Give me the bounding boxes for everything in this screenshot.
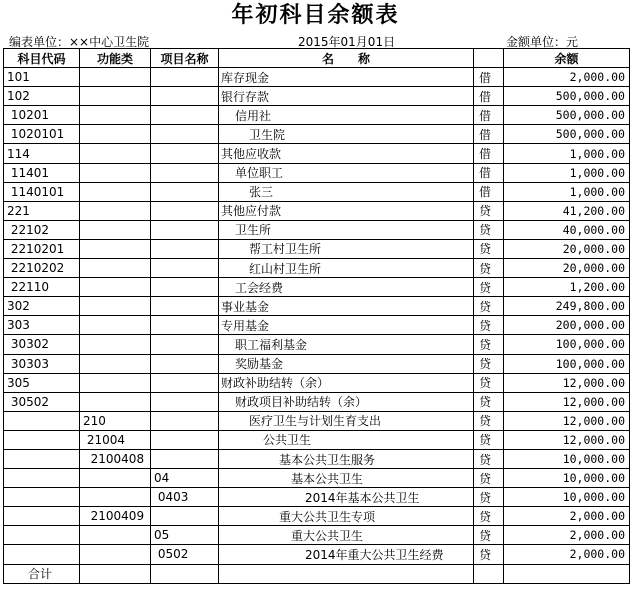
project-name xyxy=(151,68,219,87)
function-class xyxy=(80,469,151,488)
function-class xyxy=(80,182,151,201)
account-code: 102 xyxy=(4,87,80,106)
balance-amount: 2,000.00 xyxy=(504,68,630,87)
project-name xyxy=(151,297,219,316)
table-header-row xyxy=(4,49,630,68)
account-code: 11401 xyxy=(4,163,80,182)
balance-amount: 100,000.00 xyxy=(504,354,630,373)
balance-direction: 贷 xyxy=(474,278,504,297)
balance-amount: 1,000.00 xyxy=(504,144,630,163)
account-name: 奖励基金 xyxy=(219,354,474,373)
project-name xyxy=(151,449,219,468)
project-name xyxy=(151,278,219,297)
project-name xyxy=(151,220,219,239)
table-row xyxy=(4,354,630,373)
account-code: 303 xyxy=(4,316,80,335)
project-name xyxy=(151,144,219,163)
table-row xyxy=(4,526,630,545)
balance-amount: 41,200.00 xyxy=(504,201,630,220)
account-code: 1020101 xyxy=(4,125,80,144)
project-name xyxy=(151,87,219,106)
total-cell xyxy=(219,564,474,583)
account-name: 医疗卫生与计划生育支出 xyxy=(219,411,474,430)
total-cell xyxy=(80,564,151,583)
balance-direction: 借 xyxy=(474,144,504,163)
balance-direction: 贷 xyxy=(474,411,504,430)
balance-direction: 贷 xyxy=(474,354,504,373)
account-code: 30502 xyxy=(4,392,80,411)
project-name xyxy=(151,392,219,411)
balance-direction: 贷 xyxy=(474,526,504,545)
table-row xyxy=(4,488,630,507)
account-name: 基本公共卫生 xyxy=(219,469,474,488)
function-class xyxy=(80,163,151,182)
project-name: 04 xyxy=(151,469,219,488)
balance-direction: 借 xyxy=(474,106,504,125)
function-class xyxy=(80,87,151,106)
account-code: 101 xyxy=(4,68,80,87)
account-code: 30302 xyxy=(4,335,80,354)
account-name: 银行存款 xyxy=(219,87,474,106)
function-class xyxy=(80,278,151,297)
account-name: 事业基金 xyxy=(219,297,474,316)
balance-direction: 借 xyxy=(474,87,504,106)
balance-amount: 10,000.00 xyxy=(504,488,630,507)
account-name: 红山村卫生所 xyxy=(219,259,474,278)
balance-direction: 贷 xyxy=(474,239,504,258)
header-name: 名 称 xyxy=(219,49,474,68)
table-row xyxy=(4,259,630,278)
account-name: 基本公共卫生服务 xyxy=(219,449,474,468)
project-name xyxy=(151,239,219,258)
balance-direction: 贷 xyxy=(474,545,504,564)
project-name xyxy=(151,201,219,220)
project-name xyxy=(151,373,219,392)
function-class xyxy=(80,239,151,258)
balance-amount: 40,000.00 xyxy=(504,220,630,239)
header-code: 科目代码 xyxy=(4,49,80,68)
function-class xyxy=(80,335,151,354)
function-class xyxy=(80,526,151,545)
balance-amount: 10,000.00 xyxy=(504,449,630,468)
balance-direction: 贷 xyxy=(474,488,504,507)
account-code xyxy=(4,507,80,526)
balance-direction: 贷 xyxy=(474,259,504,278)
table-row xyxy=(4,144,630,163)
account-name: 帮工村卫生所 xyxy=(219,239,474,258)
account-code: 1140101 xyxy=(4,182,80,201)
account-name: 重大公共卫生 xyxy=(219,526,474,545)
account-code xyxy=(4,430,80,449)
balance-amount: 2,000.00 xyxy=(504,526,630,545)
function-class: 2100409 xyxy=(80,507,151,526)
total-row xyxy=(4,564,630,583)
table-row xyxy=(4,106,630,125)
project-name xyxy=(151,430,219,449)
function-class: 21004 xyxy=(80,430,151,449)
table-row xyxy=(4,507,630,526)
function-class xyxy=(80,488,151,507)
reporting-unit: 编表单位：××中心卫生院 xyxy=(9,35,150,49)
function-class xyxy=(80,68,151,87)
table-row xyxy=(4,182,630,201)
balance-amount: 20,000.00 xyxy=(504,259,630,278)
function-class xyxy=(80,545,151,564)
project-name xyxy=(151,354,219,373)
table-row xyxy=(4,278,630,297)
project-name xyxy=(151,163,219,182)
header-function: 功能类 xyxy=(80,49,151,68)
balance-direction: 贷 xyxy=(474,392,504,411)
money-unit: 金额单位：元 xyxy=(506,35,579,49)
balance-direction: 借 xyxy=(474,68,504,87)
table-row xyxy=(4,449,630,468)
account-code xyxy=(4,488,80,507)
function-class xyxy=(80,201,151,220)
account-name: 库存现金 xyxy=(219,68,474,87)
project-name xyxy=(151,182,219,201)
table-row xyxy=(4,239,630,258)
total-label: 合计 xyxy=(4,564,80,583)
balance-direction: 贷 xyxy=(474,335,504,354)
project-name: 0502 xyxy=(151,545,219,564)
account-name: 信用社 xyxy=(219,106,474,125)
balance-amount: 500,000.00 xyxy=(504,125,630,144)
account-code xyxy=(4,526,80,545)
account-code: 302 xyxy=(4,297,80,316)
function-class: 2100408 xyxy=(80,449,151,468)
balance-direction: 贷 xyxy=(474,297,504,316)
account-name: 2014年重大公共卫生经费 xyxy=(219,545,474,564)
account-name: 公共卫生 xyxy=(219,430,474,449)
balance-amount: 500,000.00 xyxy=(504,106,630,125)
project-name: 05 xyxy=(151,526,219,545)
balance-amount: 500,000.00 xyxy=(504,87,630,106)
function-class xyxy=(80,125,151,144)
balance-direction: 借 xyxy=(474,182,504,201)
project-name xyxy=(151,316,219,335)
balance-direction: 贷 xyxy=(474,220,504,239)
account-code: 22110 xyxy=(4,278,80,297)
table-row xyxy=(4,201,630,220)
balance-amount: 12,000.00 xyxy=(504,392,630,411)
account-name: 职工福利基金 xyxy=(219,335,474,354)
account-code: 305 xyxy=(4,373,80,392)
balance-direction: 借 xyxy=(474,163,504,182)
account-code: 2210202 xyxy=(4,259,80,278)
balance-amount: 1,000.00 xyxy=(504,182,630,201)
balance-direction: 贷 xyxy=(474,201,504,220)
balance-amount: 20,000.00 xyxy=(504,239,630,258)
account-code: 221 xyxy=(4,201,80,220)
project-name xyxy=(151,335,219,354)
account-name: 卫生院 xyxy=(219,125,474,144)
function-class xyxy=(80,297,151,316)
table-row xyxy=(4,87,630,106)
table-row xyxy=(4,316,630,335)
balance-amount: 100,000.00 xyxy=(504,335,630,354)
report-meta xyxy=(0,31,631,48)
balance-amount: 1,000.00 xyxy=(504,163,630,182)
account-name: 财政项目补助结转（余） xyxy=(219,392,474,411)
table-row xyxy=(4,411,630,430)
table-row xyxy=(4,68,630,87)
project-name xyxy=(151,125,219,144)
balance-amount: 2,000.00 xyxy=(504,545,630,564)
balance-amount: 2,000.00 xyxy=(504,507,630,526)
account-name: 2014年基本公共卫生 xyxy=(219,488,474,507)
function-class xyxy=(80,373,151,392)
account-code: 22102 xyxy=(4,220,80,239)
function-class xyxy=(80,354,151,373)
total-cell xyxy=(151,564,219,583)
header-balance: 余额 xyxy=(504,49,630,68)
account-name: 专用基金 xyxy=(219,316,474,335)
balance-amount: 12,000.00 xyxy=(504,373,630,392)
balance-direction: 贷 xyxy=(474,430,504,449)
account-name: 卫生所 xyxy=(219,220,474,239)
balance-amount: 12,000.00 xyxy=(504,411,630,430)
account-code: 2210201 xyxy=(4,239,80,258)
report-title: 年初科目余额表 xyxy=(231,3,400,28)
account-name: 重大公共卫生专项 xyxy=(219,507,474,526)
table-row xyxy=(4,392,630,411)
function-class xyxy=(80,316,151,335)
report-date: 2015年01月01日 xyxy=(298,35,396,49)
balance-direction: 贷 xyxy=(474,469,504,488)
account-name: 其他应付款 xyxy=(219,201,474,220)
account-name: 财政补助结转（余） xyxy=(219,373,474,392)
table-body xyxy=(4,68,630,564)
account-code xyxy=(4,469,80,488)
function-class xyxy=(80,259,151,278)
table-row xyxy=(4,297,630,316)
account-code: 30303 xyxy=(4,354,80,373)
table-row xyxy=(4,545,630,564)
balance-amount: 1,200.00 xyxy=(504,278,630,297)
balance-direction: 贷 xyxy=(474,373,504,392)
table-row xyxy=(4,163,630,182)
balance-amount: 249,800.00 xyxy=(504,297,630,316)
function-class xyxy=(80,220,151,239)
function-class: 210 xyxy=(80,411,151,430)
balance-direction: 贷 xyxy=(474,507,504,526)
account-code xyxy=(4,545,80,564)
account-name: 单位职工 xyxy=(219,163,474,182)
function-class xyxy=(80,144,151,163)
total-cell xyxy=(474,564,504,583)
account-code: 10201 xyxy=(4,106,80,125)
balance-amount: 10,000.00 xyxy=(504,469,630,488)
table-row xyxy=(4,469,630,488)
balance-direction: 贷 xyxy=(474,449,504,468)
header-direction xyxy=(474,49,504,68)
balance-direction: 贷 xyxy=(474,316,504,335)
account-code xyxy=(4,411,80,430)
project-name xyxy=(151,259,219,278)
table-row xyxy=(4,430,630,449)
header-project: 项目名称 xyxy=(151,49,219,68)
function-class xyxy=(80,106,151,125)
account-code xyxy=(4,449,80,468)
account-name: 其他应收款 xyxy=(219,144,474,163)
account-name: 张三 xyxy=(219,182,474,201)
total-cell xyxy=(504,564,630,583)
project-name xyxy=(151,106,219,125)
balance-amount: 200,000.00 xyxy=(504,316,630,335)
function-class xyxy=(80,392,151,411)
table-row xyxy=(4,335,630,354)
table-row xyxy=(4,373,630,392)
project-name xyxy=(151,507,219,526)
project-name: 0403 xyxy=(151,488,219,507)
account-name: 工会经费 xyxy=(219,278,474,297)
balance-amount: 12,000.00 xyxy=(504,430,630,449)
balance-direction: 借 xyxy=(474,125,504,144)
account-code: 114 xyxy=(4,144,80,163)
balance-table xyxy=(3,48,630,584)
table-row xyxy=(4,125,630,144)
table-row xyxy=(4,220,630,239)
project-name xyxy=(151,411,219,430)
